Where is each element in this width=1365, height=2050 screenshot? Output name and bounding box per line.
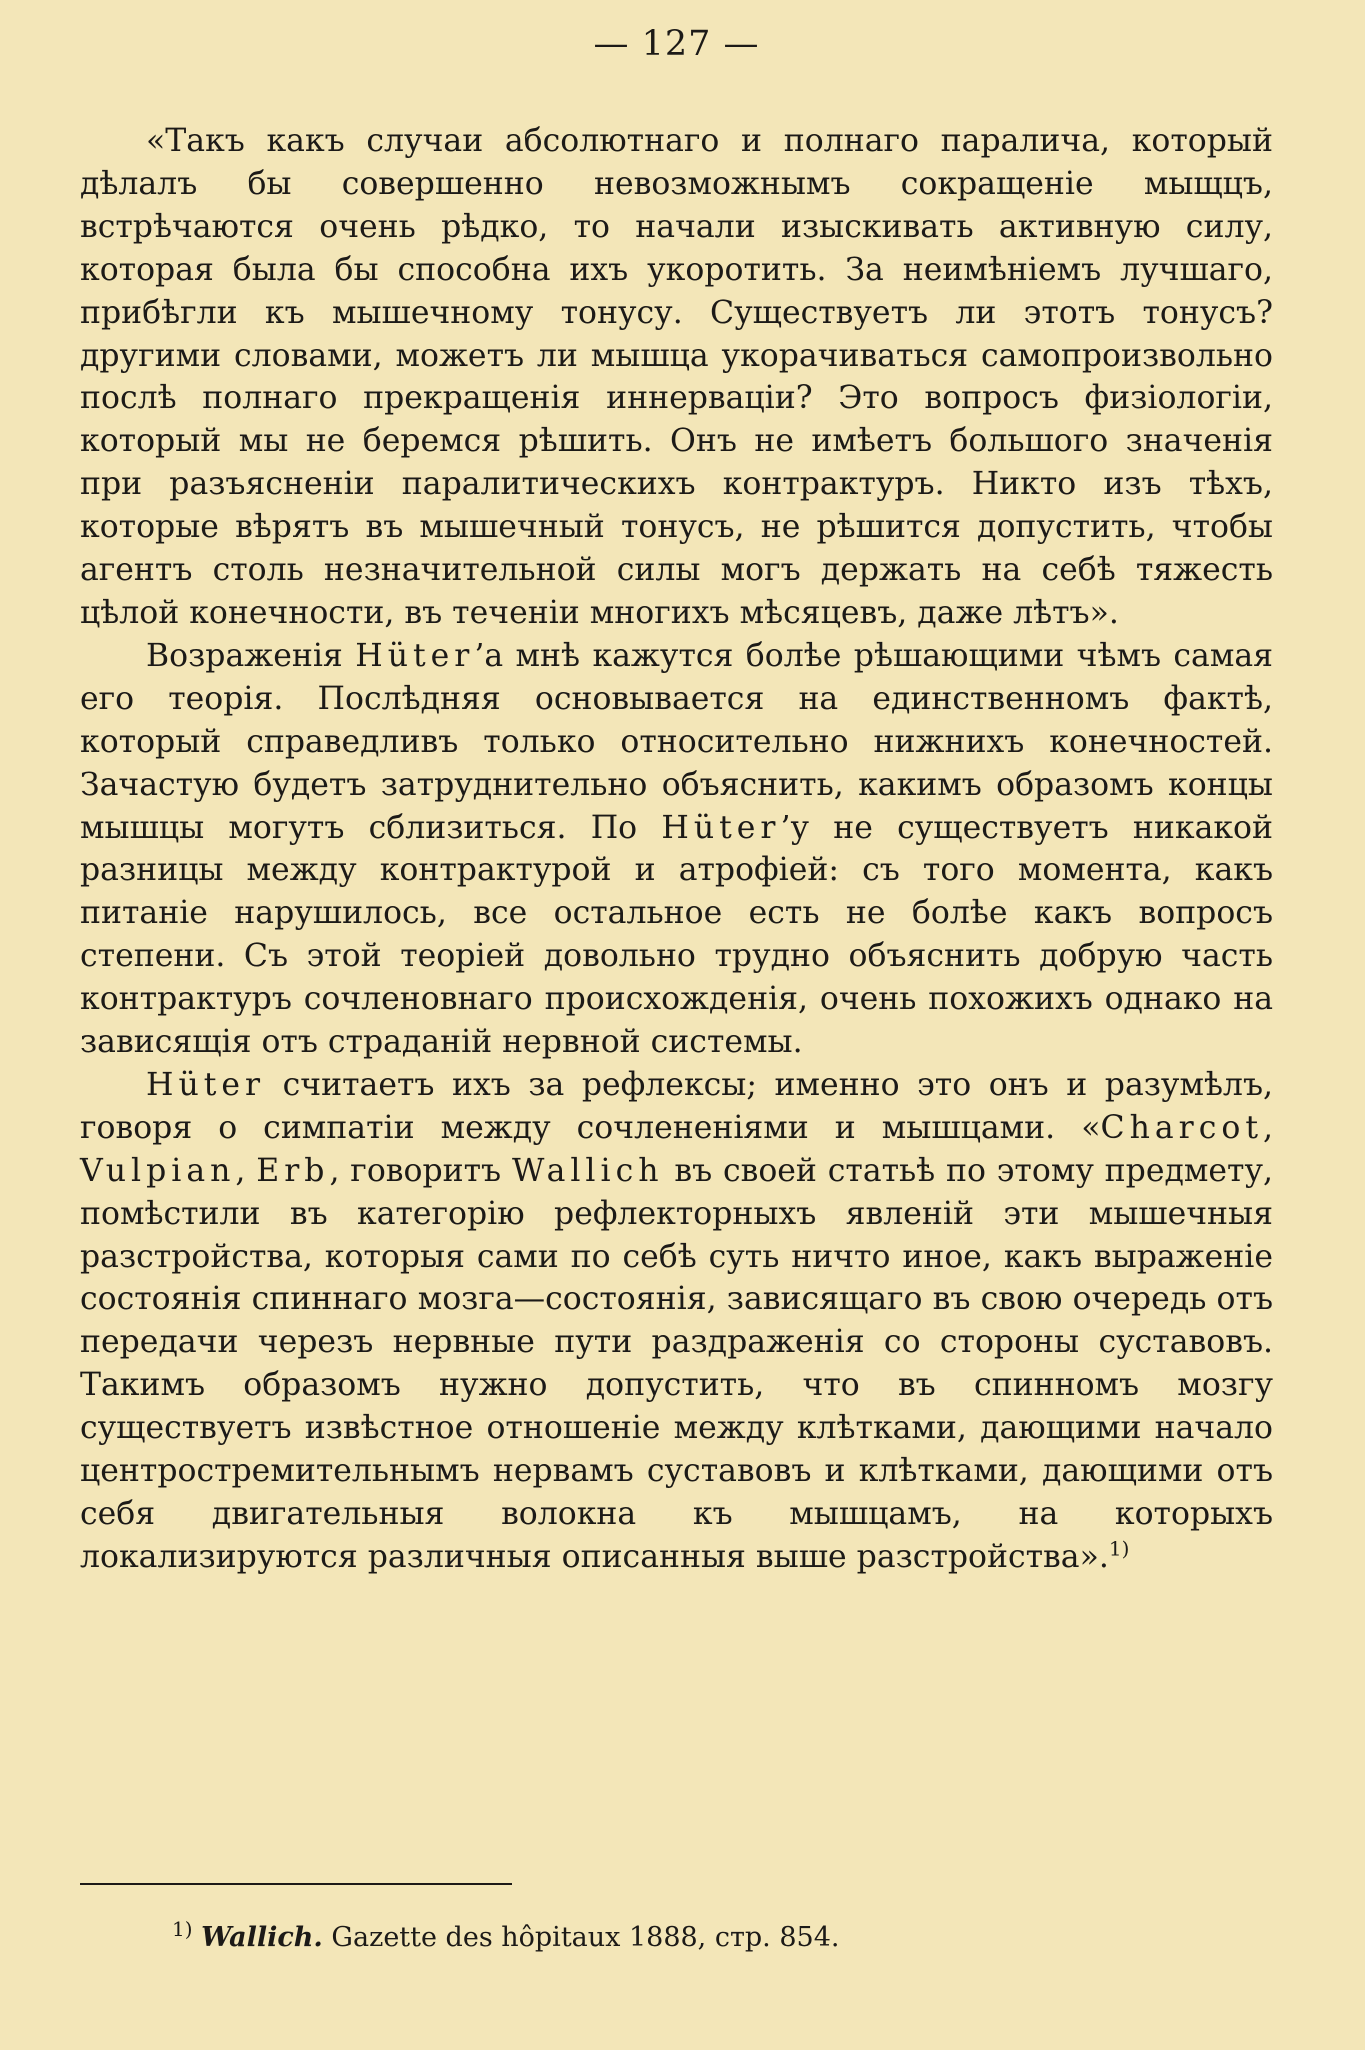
footnote-marker: 1) <box>172 1917 193 1941</box>
paragraph <box>80 1064 1273 1579</box>
text-run: «Такъ какъ случаи абсолютнаго и полнаго паралича, который дѣлалъ бы совершенно невозможнымъ сокращеніе мыщцъ, встрѣчаются очень рѣдко, то начали изыскивать активную силу, которая была бы способна ихъ укоротить. За неимѣніемъ лучшаго, прибѣгли къ мышечному тонусу. Существуетъ ли этотъ тонусъ? другими словами, можетъ ли мышца укорачиваться самопроизвольно послѣ полнаго прекращенія иннерваціи? Это вопросъ физіологіи, который мы не беремся рѣшить. Онъ не имѣетъ большого значенія при разъясненіи паралитическихъ контрактуръ. Никто изъ тѣхъ, которые вѣрятъ въ мышечный тонусъ, не рѣшится допустить, чтобы агентъ столь незначительной силы могъ держать на себѣ тяжесть цѣлой конечности, въ теченіи многихъ мѣсяцевъ, даже лѣтъ». <box>80 123 1273 631</box>
emphasized-name: Hüter <box>355 637 475 674</box>
footnote <box>172 1917 840 1956</box>
footnote-author: Wallich. <box>201 1922 323 1953</box>
footnote-text: Gazette des hôpitaux 1888, стр. 854. <box>322 1922 840 1953</box>
emphasized-name: Wallich <box>511 1152 664 1189</box>
text-run: , <box>1262 1109 1273 1146</box>
emphasized-name: Hüter <box>661 809 781 846</box>
text-run: Возраженія <box>146 637 356 674</box>
text-run: считаетъ ихъ за рефлексы; именно это онъ и разумѣлъ, говоря о симпатіи между сочлененіями и мышцами. « <box>80 1066 1273 1146</box>
emphasized-name: Vulpian <box>80 1152 236 1189</box>
emphasized-name: Charcot <box>1100 1109 1263 1146</box>
page-number: — 127 — <box>593 24 760 64</box>
paragraph <box>80 120 1273 635</box>
emphasized-name: Erb <box>256 1152 330 1189</box>
text-run: въ своей статьѣ по этому предмету, помѣстили въ категорію рефлекторныхъ явленій эти мышечныя разстройства, которыя сами по себѣ суть ничто иное, какъ выраженіе состоянія спиннаго мозга—состоянія, зависящаго въ свою очередь отъ передачи черезъ нервные пути раздраженія со стороны суставовъ. Такимъ образомъ нужно допустить, что въ спинномъ мозгу существуетъ извѣстное отношеніе между клѣтками, дающими начало центростремительнымъ нервамъ суставовъ и клѣтками, дающими отъ себя двигательныя волокна къ мышцамъ, на которыхъ локализируются различныя описанныя выше разстройства». <box>80 1152 1273 1575</box>
emphasized-name: Hüter <box>146 1066 266 1103</box>
text-run: , говоритъ <box>329 1152 512 1189</box>
footnote-divider <box>80 1883 512 1885</box>
paragraph <box>80 635 1273 1064</box>
text-run: , <box>235 1152 257 1189</box>
text-run: ’у не существуетъ никакой разницы между контрактурой и атрофіей: съ того момента, какъ питаніе нарушилось, все остальное есть не болѣе какъ вопросъ степени. Съ этой теоріей довольно трудно объяснить добрую часть контрактуръ сочленовнаго происхожденія, очень похожихъ однако на зависящія отъ страданій нервной системы. <box>80 809 1273 1061</box>
body-text <box>80 120 1273 1579</box>
text-run: ’а мнѣ кажутся болѣе рѣшающими чѣмъ самая его теорія. Послѣдняя основывается на единственномъ фактѣ, который справедливъ только относительно нижнихъ конечностей. Зачастую будетъ затруднительно объяснить, какимъ образомъ концы мышцы могутъ сблизиться. По <box>80 637 1273 846</box>
footnote-reference: 1) <box>1108 1536 1130 1561</box>
